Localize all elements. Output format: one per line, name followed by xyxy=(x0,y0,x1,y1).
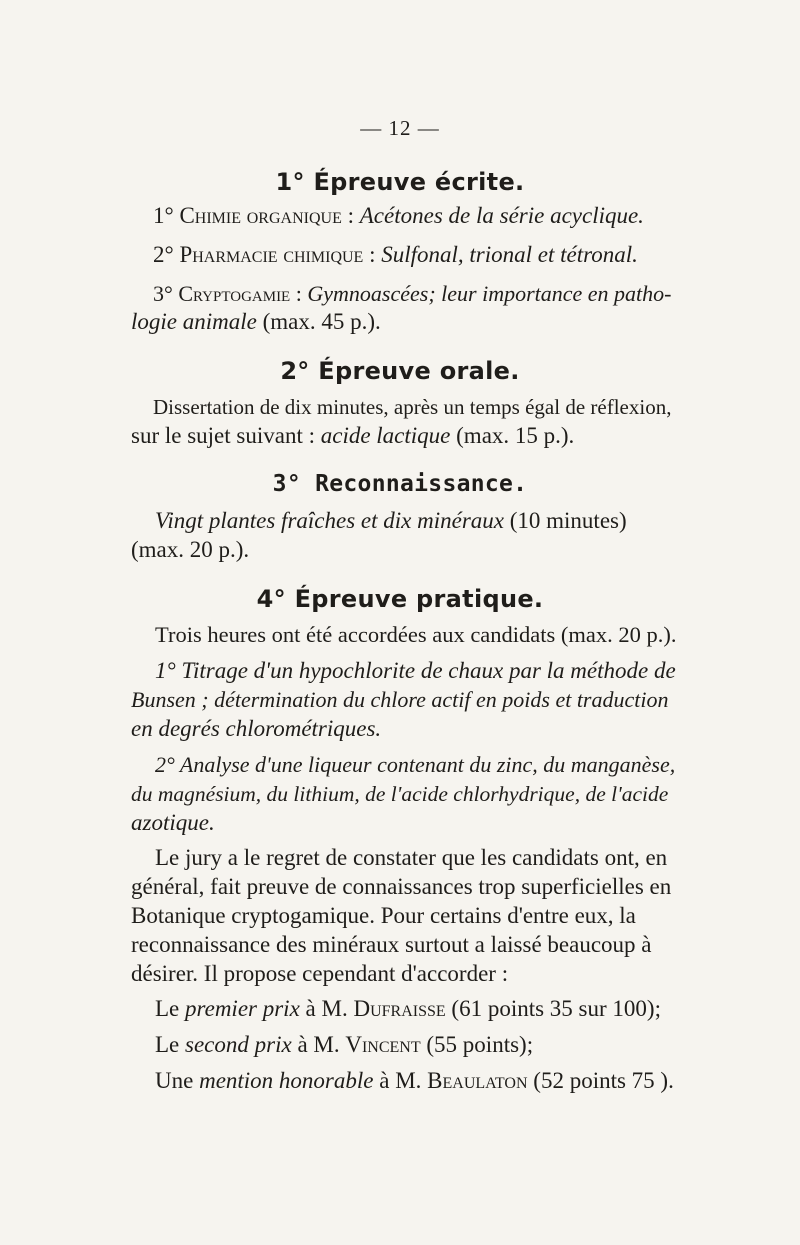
award-points: (61 points 35 sur 100); xyxy=(445,996,661,1021)
oral-max: (max. 15 p.). xyxy=(450,423,575,448)
recognition-line-1 xyxy=(155,506,627,536)
practical-item1-text: Bunsen ; détermination du chlore actif en poids et traduction xyxy=(131,687,669,712)
oral-text: sur le sujet suivant : xyxy=(131,423,321,448)
practical-item1-line2 xyxy=(131,685,669,715)
practical-item2-line3 xyxy=(131,808,215,838)
conclusion-line-2: général, fait preuve de connaissances trop superficielles en xyxy=(131,874,672,899)
award-text: à M. xyxy=(373,1068,428,1093)
item-label: Cryptogamie xyxy=(178,281,291,306)
practical-intro: Trois heures ont été accordées aux candidats (max. 20 p.). xyxy=(155,622,677,647)
conclusion-line-4: reconnaissance des minéraux surtout a laissé beaucoup à xyxy=(131,932,652,957)
recognition-line-2: (max. 20 p.). xyxy=(131,537,250,562)
award-prize: premier prix xyxy=(185,996,300,1021)
award-prize: mention honorable xyxy=(199,1068,374,1093)
item-number: 2° xyxy=(153,242,174,267)
recognition-duration: (10 minutes) xyxy=(503,508,627,533)
practical-item1-line1 xyxy=(155,656,676,686)
award-first-prize xyxy=(155,994,661,1024)
conclusion-line-3: Botanique cryptogamique. Pour certains d'entre eux, la xyxy=(131,903,636,928)
written-item-3-line2 xyxy=(131,307,381,337)
award-prize: second prix xyxy=(185,1032,292,1057)
award-points: (52 points 75 ). xyxy=(527,1068,674,1093)
award-text: à M. xyxy=(299,996,354,1021)
conclusion-line-5: désirer. Il propose cependant d'accorder : xyxy=(131,961,509,986)
award-text: Une xyxy=(155,1068,200,1093)
item-number: 3° xyxy=(153,281,173,306)
practical-item2-text: du magnésium, du lithium, de l'acide chlorhydrique, de l'acide xyxy=(131,782,669,806)
item-text: Sulfonal, trional et tétronal. xyxy=(381,242,638,267)
oral-line-2 xyxy=(131,421,574,451)
item-text: Gymnoascées; leur importance en patho- xyxy=(307,281,672,306)
item-text: Acétones de la série acyclique. xyxy=(359,203,644,228)
practical-item1-text: en degrés chlorométriques. xyxy=(131,716,382,741)
conclusion-line-1: Le jury a le regret de constater que les candidats ont, en xyxy=(155,845,668,870)
practical-item2-line2 xyxy=(131,779,668,809)
award-points: (55 points); xyxy=(420,1032,534,1057)
page-number: — 12 — xyxy=(360,116,440,140)
award-text: à M. xyxy=(291,1032,346,1057)
written-item-3-line1 xyxy=(153,279,672,309)
award-honorable-mention xyxy=(155,1066,674,1096)
item-text-cont: logie animale xyxy=(131,309,257,334)
award-text: Le xyxy=(155,1032,186,1057)
practical-item1-text: 1° Titrage d'un hypochlorite de chaux par la méthode de xyxy=(155,658,676,683)
item-number: 1° xyxy=(153,203,174,228)
item-max: (max. 45 p.). xyxy=(256,309,381,334)
heading-oral-exam: 2° Épreuve orale. xyxy=(280,357,520,385)
item-label: Pharmacie chimique xyxy=(179,242,364,267)
written-item-1 xyxy=(153,201,644,231)
practical-item2-line1 xyxy=(155,750,675,780)
written-item-2 xyxy=(153,240,638,270)
practical-item2-text: azotique. xyxy=(131,810,215,835)
award-second-prize xyxy=(155,1030,533,1060)
separator: : xyxy=(363,242,382,267)
oral-subject: acide lactique xyxy=(320,423,451,448)
award-recipient: Beaulaton xyxy=(427,1068,528,1093)
heading-recognition: 3° Reconnaissance. xyxy=(272,471,528,497)
heading-practical-exam: 4° Épreuve pratique. xyxy=(256,585,544,613)
award-recipient: Vincent xyxy=(345,1032,421,1057)
heading-written-exam: 1° Épreuve écrite. xyxy=(275,168,525,196)
practical-item1-line3 xyxy=(131,714,381,744)
oral-line-1: Dissertation de dix minutes, après un temps égal de réflexion, xyxy=(153,395,672,419)
separator: : xyxy=(290,281,308,306)
award-text: Le xyxy=(155,996,186,1021)
item-label: Chimie organique xyxy=(179,203,342,228)
award-recipient: Dufraisse xyxy=(353,996,446,1021)
recognition-items: Vingt plantes fraîches et dix minéraux xyxy=(155,508,504,533)
practical-item2-text: 2° Analyse d'une liqueur contenant du zinc, du manganèse, xyxy=(155,752,676,777)
separator: : xyxy=(341,203,360,228)
